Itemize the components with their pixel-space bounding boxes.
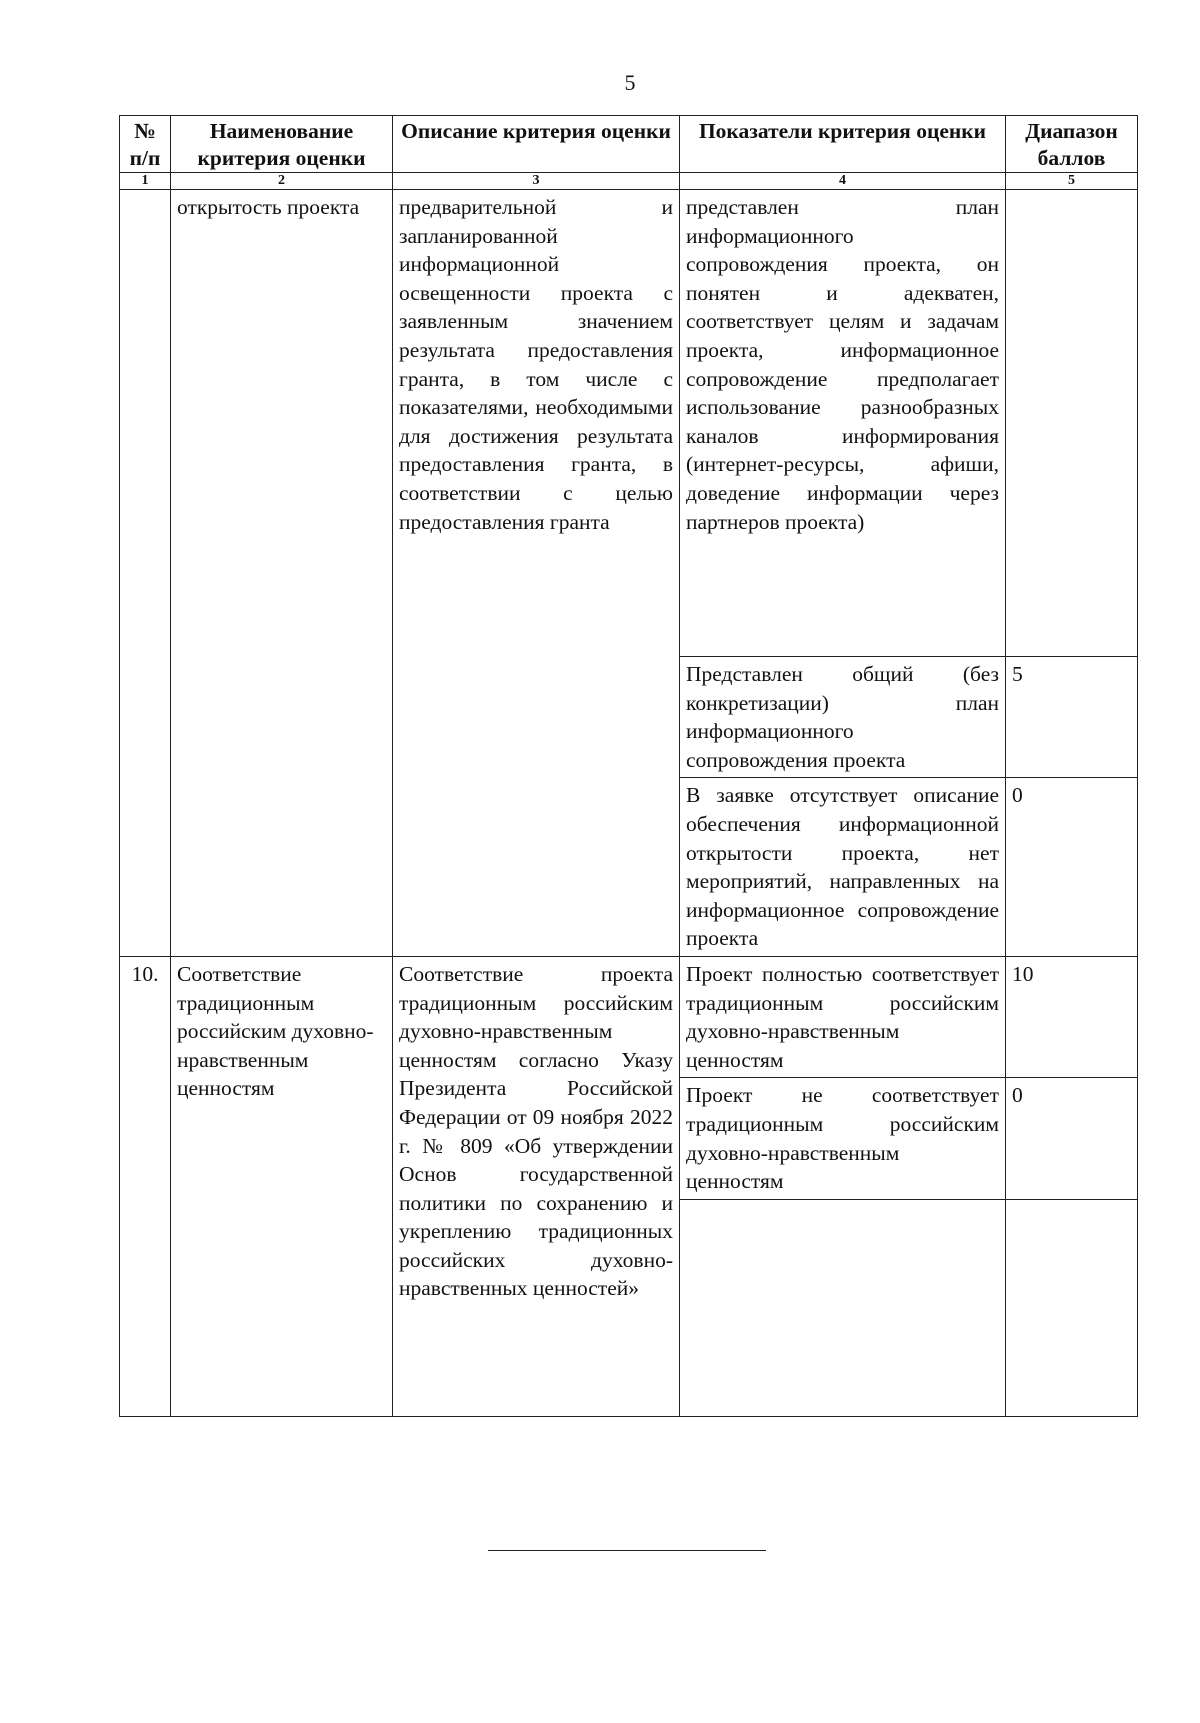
header-criterion-description: Описание критерия оценки — [393, 116, 680, 173]
score-value: 0 — [1006, 1078, 1138, 1199]
header-criterion-indicators: Показатели критерия оценки — [680, 116, 1006, 173]
column-number: 1 — [120, 173, 171, 190]
criterion-indicator: Проект не соответствует традиционным российским духовно-нравственным ценностям — [680, 1078, 1006, 1199]
criterion-name: открытость проекта — [171, 190, 393, 957]
column-number: 5 — [1006, 173, 1138, 190]
criterion-name: Соответствие традиционным российским духовно-нравственным ценностям — [171, 956, 393, 1416]
row-number: 10. — [120, 956, 171, 1416]
criterion-description: предварительной и запланированной информационной освещенности проекта с заявленным значением результата предоставления гранта, в том числе с показателями, необходимыми для достижения результата предоставления гранта, в соответствии с целью предоставления гранта — [393, 190, 680, 957]
table-header-row — [120, 116, 1138, 173]
criterion-indicator — [680, 1199, 1006, 1416]
criterion-indicator: Проект полностью соответствует традиционным российским духовно-нравственным ценностям — [680, 956, 1006, 1077]
score-value: 10 — [1006, 956, 1138, 1077]
column-number: 2 — [171, 173, 393, 190]
score-value: 0 — [1006, 778, 1138, 957]
page-number: 5 — [624, 70, 636, 95]
criteria-table — [119, 115, 1138, 1417]
score-value — [1006, 190, 1138, 657]
header-number: № п/п — [120, 116, 171, 173]
column-numbers-row — [120, 173, 1138, 190]
header-score-range: Диапазон баллов — [1006, 116, 1138, 173]
table-row — [120, 190, 1138, 657]
score-value — [1006, 1199, 1138, 1416]
header-criterion-name: Наименование критерия оценки — [171, 116, 393, 173]
criterion-indicator: В заявке отсутствует описание обеспечения информационной открытости проекта, нет мероприятий, направленных на информационное сопровождение проекта — [680, 778, 1006, 957]
column-number: 4 — [680, 173, 1006, 190]
criterion-indicator: Представлен общий (без конкретизации) план информационного сопровождения проекта — [680, 657, 1006, 778]
criterion-indicator: представлен план информационного сопровождения проекта, он понятен и адекватен, соответствует целям и задачам проекта, информационное сопровождение предполагает использование разнообразных каналов информирования (интернет-ресурсы, афиши, доведение информации через партнеров проекта) — [680, 190, 1006, 657]
row-number — [120, 190, 171, 957]
column-number: 3 — [393, 173, 680, 190]
signature-line — [488, 1550, 766, 1551]
score-value: 5 — [1006, 657, 1138, 778]
table-row — [120, 956, 1138, 1077]
criterion-description: Соответствие проекта традиционным российским духовно-нравственным ценностям согласно Указу Президента Российской Федерации от 09 ноября 2022 г. № 809 «Об утверждении Основ государственной политики по сохранению и укреплению традиционных российских духовно-нравственных ценностей» — [393, 956, 680, 1416]
